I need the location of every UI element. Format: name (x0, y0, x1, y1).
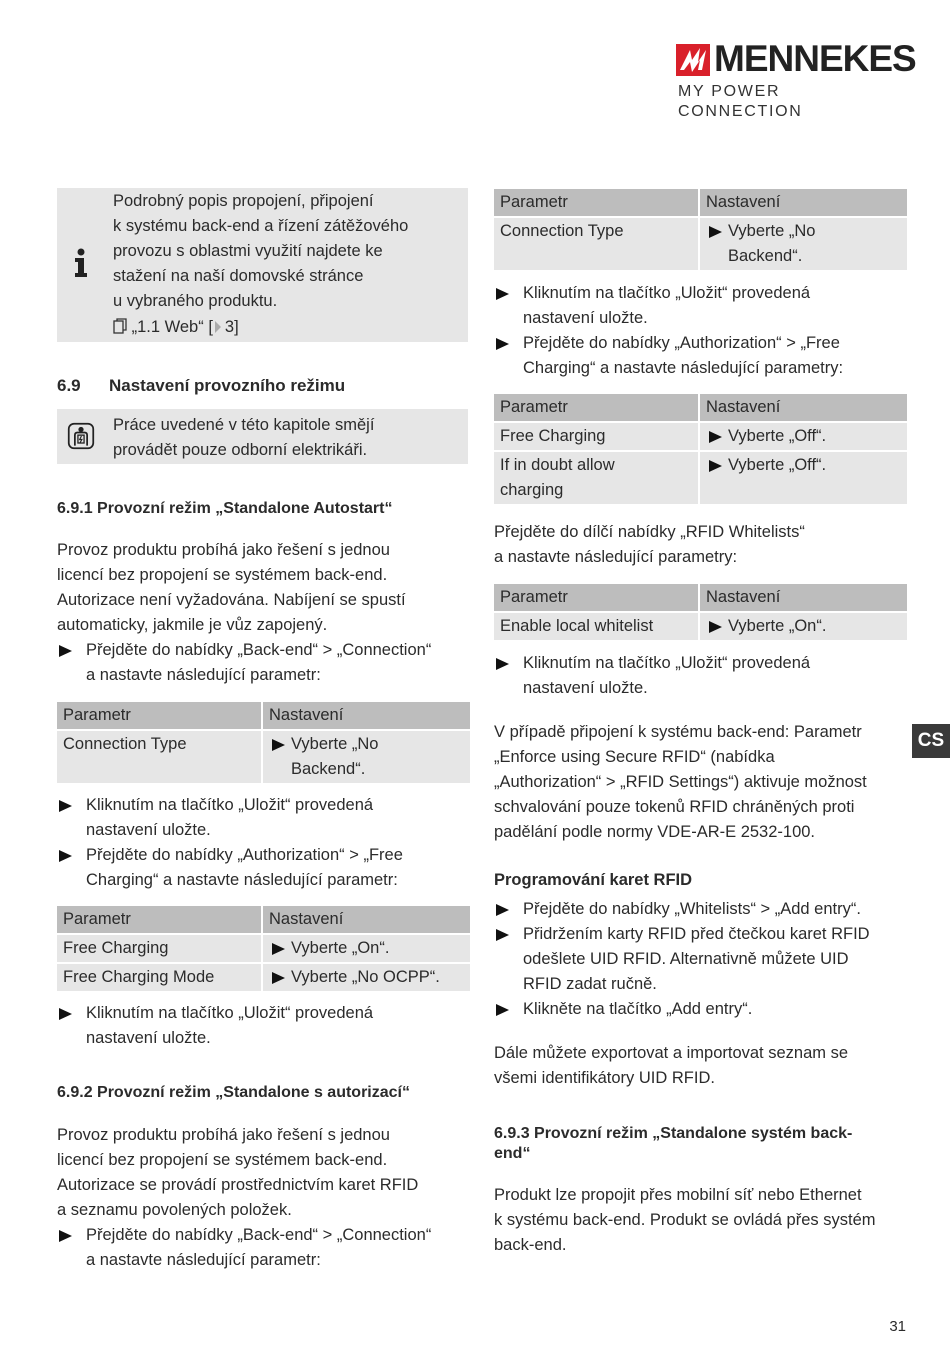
step-arrow-icon (59, 645, 72, 657)
paragraph-line: padělání podle normy VDE-AR-E 2532-100. (494, 823, 816, 841)
step-item (494, 997, 905, 1022)
table-header: Nastavení (262, 701, 471, 730)
info-note-line: stažení na naší domovské stránce (113, 267, 364, 285)
value-text: Backend“. (728, 247, 803, 265)
mennekes-logo-mark (676, 44, 710, 76)
step-text: Kliknutím na tlačítko „Uložit“ provedená (523, 654, 811, 672)
table-row (493, 217, 908, 271)
section-number: 6.9 (57, 376, 81, 395)
paragraph-line: a nastavte následující parametry: (494, 548, 738, 566)
section-title: Nastavení provozního režimu (109, 376, 346, 395)
table-header: Parametr (56, 701, 262, 730)
info-note-line: u vybraného produktu. (113, 292, 278, 310)
parameter-table (492, 392, 909, 506)
step-item (57, 638, 468, 688)
value-cell (699, 422, 908, 451)
value-text: Vyberte „On“. (291, 939, 390, 957)
heading-line: end“ (494, 1145, 531, 1162)
step-text: nastavení uložte. (523, 679, 648, 697)
table-row (56, 963, 471, 992)
step-list (494, 651, 905, 701)
param-cell: Free Charging (56, 934, 262, 963)
step-text: nastavení uložte. (86, 1029, 211, 1047)
step-list (57, 793, 468, 893)
step-text: Přejděte do nabídky „Authorization“ > „Free (523, 334, 840, 352)
step-text: a nastavte následující parametr: (86, 666, 321, 684)
step-arrow-icon (59, 1008, 72, 1020)
paragraph (57, 1123, 468, 1223)
param-cell (493, 451, 699, 505)
paragraph-line: Autorizace se provádí prostřednictvím karet RFID (57, 1176, 419, 1194)
step-item (57, 1001, 468, 1051)
step-arrow-icon (272, 972, 285, 984)
electrician-note-line: provádět pouze odborní elektrikáři. (113, 441, 368, 459)
step-text: Charging“ a nastavte následující parametr: (86, 871, 398, 889)
heading-line: 6.9.3 Provozní režim „Standalone systém back- (494, 1125, 853, 1142)
value-cell (262, 934, 471, 963)
table-row (493, 422, 908, 451)
table-row (493, 612, 908, 641)
param-cell: Free Charging (493, 422, 699, 451)
step-text: Přejděte do nabídky „Authorization“ > „Free (86, 846, 403, 864)
value-text: Backend“. (291, 760, 366, 778)
paragraph-line: „Authorization“ > „RFID Settings“) aktivuje možnost (494, 773, 867, 791)
document-ref-icon (113, 317, 127, 342)
value-text: Vyberte „No (728, 222, 816, 240)
parameter-table (492, 187, 909, 272)
subsection-heading-6-9-3 (494, 1124, 905, 1164)
value-cell (262, 730, 471, 784)
step-arrow-icon (709, 621, 722, 633)
step-item (494, 281, 905, 331)
step-list (57, 1223, 468, 1273)
table-header: Nastavení (699, 393, 908, 422)
mennekes-logo (676, 38, 916, 120)
rfid-heading: Programování karet RFID (494, 871, 693, 889)
step-text: odešlete UID RFID. Alternativně můžete UID (523, 950, 849, 968)
step-item (494, 331, 905, 381)
info-note-line: k systému back-end a řízení zátěžového (113, 217, 409, 235)
step-list (57, 638, 468, 688)
step-text: Přejděte do nabídky „Back-end“ > „Connection“ (86, 1226, 432, 1244)
paragraph-line: Provoz produktu probíhá jako řešení s jednou (57, 1126, 390, 1144)
step-item (57, 1223, 468, 1273)
paragraph-line: Přejděte do dílčí nabídky „RFID Whitelists“ (494, 523, 805, 541)
electrician-note-line: Práce uvedené v této kapitole smějí (113, 416, 375, 434)
param-cell: Connection Type (493, 217, 699, 271)
step-arrow-icon (709, 431, 722, 443)
table-row (56, 934, 471, 963)
step-text: nastavení uložte. (86, 821, 211, 839)
table-header: Nastavení (699, 583, 908, 612)
table-header: Parametr (493, 583, 699, 612)
paragraph-line: Dále můžete exportovat a importovat seznam se (494, 1044, 849, 1062)
step-text: Kliknutím na tlačítko „Uložit“ provedená (523, 284, 811, 302)
step-text: Přejděte do nabídky „Whitelists“ > „Add entry“. (523, 900, 861, 918)
step-text: Kliknutím na tlačítko „Uložit“ provedená (86, 1004, 374, 1022)
table-header: Nastavení (262, 905, 471, 934)
step-arrow-icon (272, 739, 285, 751)
value-text: Vyberte „Off“. (728, 427, 827, 445)
language-tab: CS (912, 724, 950, 758)
step-text: Přidržením karty RFID před čtečkou karet RFID (523, 925, 870, 943)
step-arrow-icon (496, 338, 509, 350)
parameter-table (55, 904, 472, 993)
step-list (494, 281, 905, 381)
value-cell (699, 612, 908, 641)
brand-name: MENNEKES (714, 38, 916, 79)
param-text: charging (500, 481, 564, 499)
paragraph-line: V případě připojení k systému back-end: Parametr (494, 723, 862, 741)
subsection-heading-6-9-2: 6.9.2 Provozní režim „Standalone s autorizací“ (57, 1084, 410, 1101)
page-number: 31 (889, 1318, 906, 1335)
step-item (57, 843, 468, 893)
step-arrow-icon (59, 1230, 72, 1242)
info-note (57, 188, 468, 342)
reference-page: 3] (224, 318, 239, 336)
step-text: RFID zadat ručně. (523, 975, 657, 993)
param-cell: Connection Type (56, 730, 262, 784)
step-item (494, 922, 905, 997)
paragraph (494, 520, 905, 570)
electrician-note (57, 409, 468, 464)
page-arrow-icon (215, 321, 221, 333)
step-text: Klikněte na tlačítko „Add entry“. (523, 1000, 753, 1018)
subsection-heading-6-9-1: 6.9.1 Provozní režim „Standalone Autostart“ (57, 500, 393, 517)
step-arrow-icon (709, 460, 722, 472)
step-text: a nastavte následující parametr: (86, 1251, 321, 1269)
step-arrow-icon (59, 850, 72, 862)
paragraph-line: a seznamu povolených položek. (57, 1201, 292, 1219)
paragraph-line: automaticky, jakmile je vůz zapojený. (57, 616, 328, 634)
step-list (494, 897, 905, 1022)
table-header: Parametr (493, 393, 699, 422)
paragraph (494, 1041, 905, 1091)
step-list (57, 1001, 468, 1051)
paragraph-line: Produkt lze propojit přes mobilní síť nebo Ethernet (494, 1186, 862, 1204)
paragraph-line: licencí bez propojení se systémem back-end. (57, 1151, 388, 1169)
step-arrow-icon (496, 288, 509, 300)
step-text: Charging“ a nastavte následující parametry: (523, 359, 844, 377)
paragraph-line: k systému back-end. Produkt se ovládá přes systém (494, 1211, 876, 1229)
parameter-table (55, 700, 472, 785)
table-header: Parametr (493, 188, 699, 217)
parameter-table (492, 582, 909, 642)
step-item (494, 651, 905, 701)
step-text: nastavení uložte. (523, 309, 648, 327)
cross-reference[interactable] (113, 315, 460, 342)
table-row (493, 451, 908, 505)
info-note-line: Podrobný popis propojení, připojení (113, 192, 374, 210)
paragraph-line: Autorizace není vyžadována. Nabíjení se spustí (57, 591, 406, 609)
value-cell (262, 963, 471, 992)
table-header: Nastavení (699, 188, 908, 217)
paragraph-line: schvalování pouze tokenů RFID chráněných proti (494, 798, 855, 816)
step-text: Kliknutím na tlačítko „Uložit“ provedená (86, 796, 374, 814)
paragraph-line: „Enforce using Secure RFID“ (nabídka (494, 748, 775, 766)
paragraph (494, 720, 905, 845)
step-arrow-icon (496, 658, 509, 670)
electrician-icon (67, 420, 95, 452)
step-arrow-icon (496, 904, 509, 916)
value-text: Vyberte „On“. (728, 617, 827, 635)
paragraph-line: Provoz produktu probíhá jako řešení s jednou (57, 541, 390, 559)
step-item (494, 897, 905, 922)
step-arrow-icon (496, 1004, 509, 1016)
value-text: Vyberte „No OCPP“. (291, 968, 440, 986)
paragraph-line: licencí bez propojení se systémem back-end. (57, 566, 388, 584)
info-note-line: provozu s oblastmi využití najdete ke (113, 242, 383, 260)
info-icon (67, 248, 95, 278)
paragraph (57, 538, 468, 638)
value-text: Vyberte „No (291, 735, 379, 753)
brand-tagline: MY POWER CONNECTION (678, 83, 803, 120)
section-heading-6-9 (57, 375, 468, 397)
paragraph (494, 1183, 905, 1258)
step-text: Přejděte do nabídky „Back-end“ > „Connection“ (86, 641, 432, 659)
value-cell (699, 451, 908, 505)
reference-text: „1.1 Web“ [ (131, 318, 213, 336)
table-row (56, 730, 471, 784)
param-text: If in doubt allow (500, 456, 615, 474)
step-arrow-icon (272, 943, 285, 955)
step-arrow-icon (59, 800, 72, 812)
value-cell (699, 217, 908, 271)
paragraph-line: všemi identifikátory UID RFID. (494, 1069, 715, 1087)
step-item (57, 793, 468, 843)
step-arrow-icon (496, 929, 509, 941)
param-cell: Enable local whitelist (493, 612, 699, 641)
paragraph-line: back-end. (494, 1236, 567, 1254)
param-cell: Free Charging Mode (56, 963, 262, 992)
step-arrow-icon (709, 226, 722, 238)
table-header: Parametr (56, 905, 262, 934)
value-text: Vyberte „Off“. (728, 456, 827, 474)
